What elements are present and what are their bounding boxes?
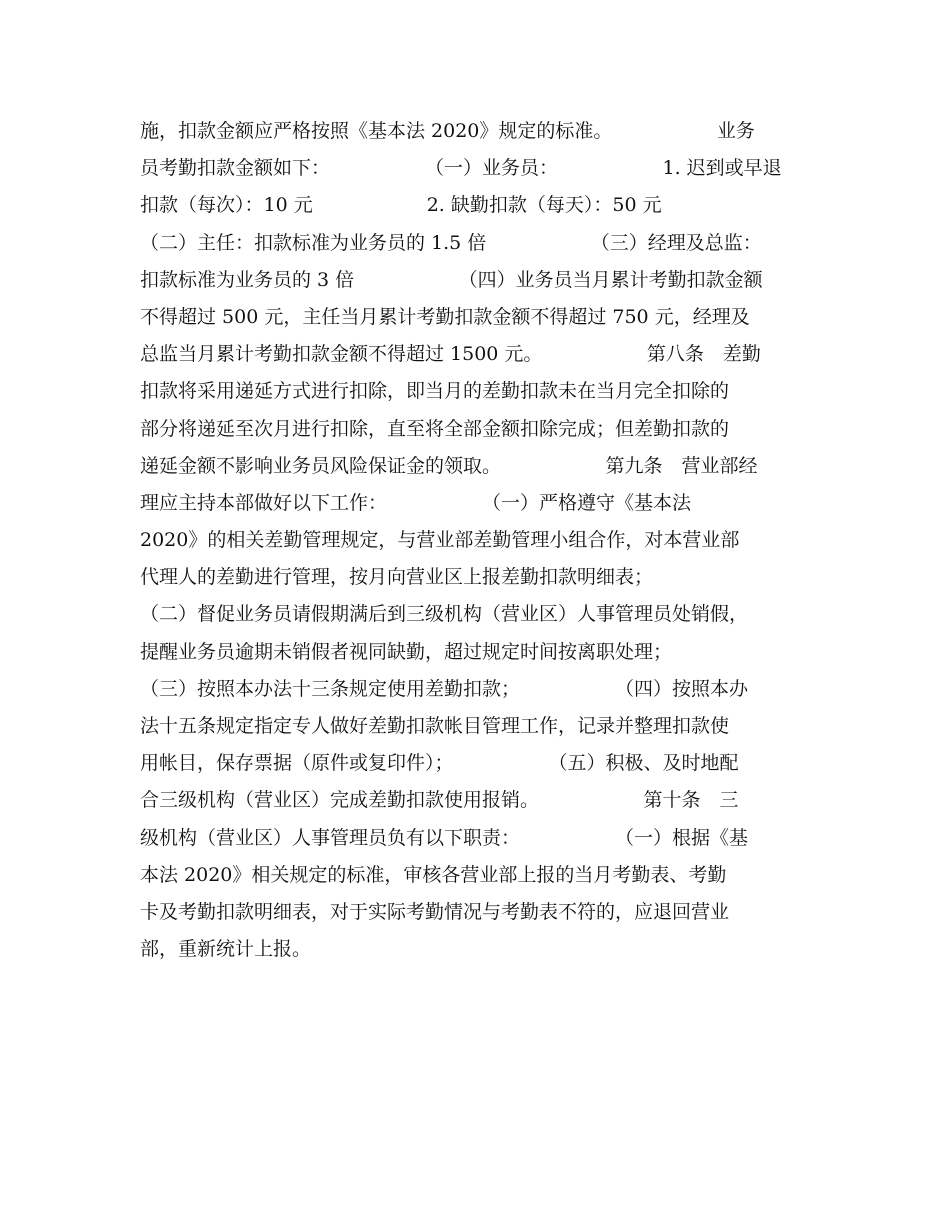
text-line: 扣款标准为业务员的 3 倍 （四）业务员当月累计考勤扣款金额 — [140, 268, 763, 291]
text-line: 级机构（营业区）人事管理员负有以下职责： （一）根据《基 — [140, 826, 749, 849]
text-line: 部分将递延至次月进行扣除，直至将全部金额扣除完成；但差勤扣款的 — [140, 417, 730, 440]
text-line: 合三级机构（营业区）完成差勤扣款使用报销。 第十条 三 — [140, 789, 739, 812]
text-line: （三）按照本办法十三条规定使用差勤扣款； （四）按照本办 — [140, 677, 749, 700]
text-line: 卡及考勤扣款明细表，对于实际考勤情况与考勤表不符的，应退回营业 — [140, 900, 730, 923]
text-line: 施，扣款金额应严格按照《基本法 2020》规定的标准。 业务 — [140, 120, 755, 142]
text-line: 部，重新统计上报。 — [140, 938, 312, 961]
text-line: 理应主持本部做好以下工作： （一）严格遵守《基本法 — [140, 491, 692, 514]
text-line: 扣款（每次）：10 元 2. 缺勤扣款（每天）：50 元 — [140, 194, 662, 217]
text-line: （二）主任：扣款标准为业务员的 1.5 倍 （三）经理及总监： — [140, 231, 762, 254]
text-line: 法十五条规定指定专人做好差勤扣款帐目管理工作，记录并整理扣款使 — [140, 715, 730, 737]
body-text — [140, 113, 830, 968]
text-line: 员考勤扣款金额如下： （一）业务员： 1. 迟到或早退 — [140, 157, 782, 180]
text-line: 2020》的相关差勤管理规定，与营业部差勤管理小组合作，对本营业部 — [140, 529, 740, 552]
text-line: 不得超过 500 元，主任当月累计考勤扣款金额不得超过 750 元，经理及 — [140, 305, 750, 328]
text-line: （二）督促业务员请假期满后到三级机构（营业区）人事管理员处销假， — [140, 603, 749, 626]
text-line: 递延金额不影响业务员风险保证金的领取。 第九条 营业部经 — [140, 454, 758, 477]
text-line: 本法 2020》相关规定的标准，审核各营业部上报的当月考勤表、考勤 — [140, 863, 727, 886]
text-line: 用帐目，保存票据（原件或复印件）； （五）积极、及时地配 — [140, 752, 739, 775]
text-line: 总监当月累计考勤扣款金额不得超过 1500 元。 第八条 差勤 — [140, 343, 761, 366]
text-line: 代理人的差勤进行管理，按月向营业区上报差勤扣款明细表； — [140, 566, 654, 589]
text-line: 扣款将采用递延方式进行扣除，即当月的差勤扣款未在当月完全扣除的 — [140, 380, 730, 403]
text-line: 提醒业务员逾期未销假者视同缺勤，超过规定时间按离职处理； — [140, 640, 673, 663]
